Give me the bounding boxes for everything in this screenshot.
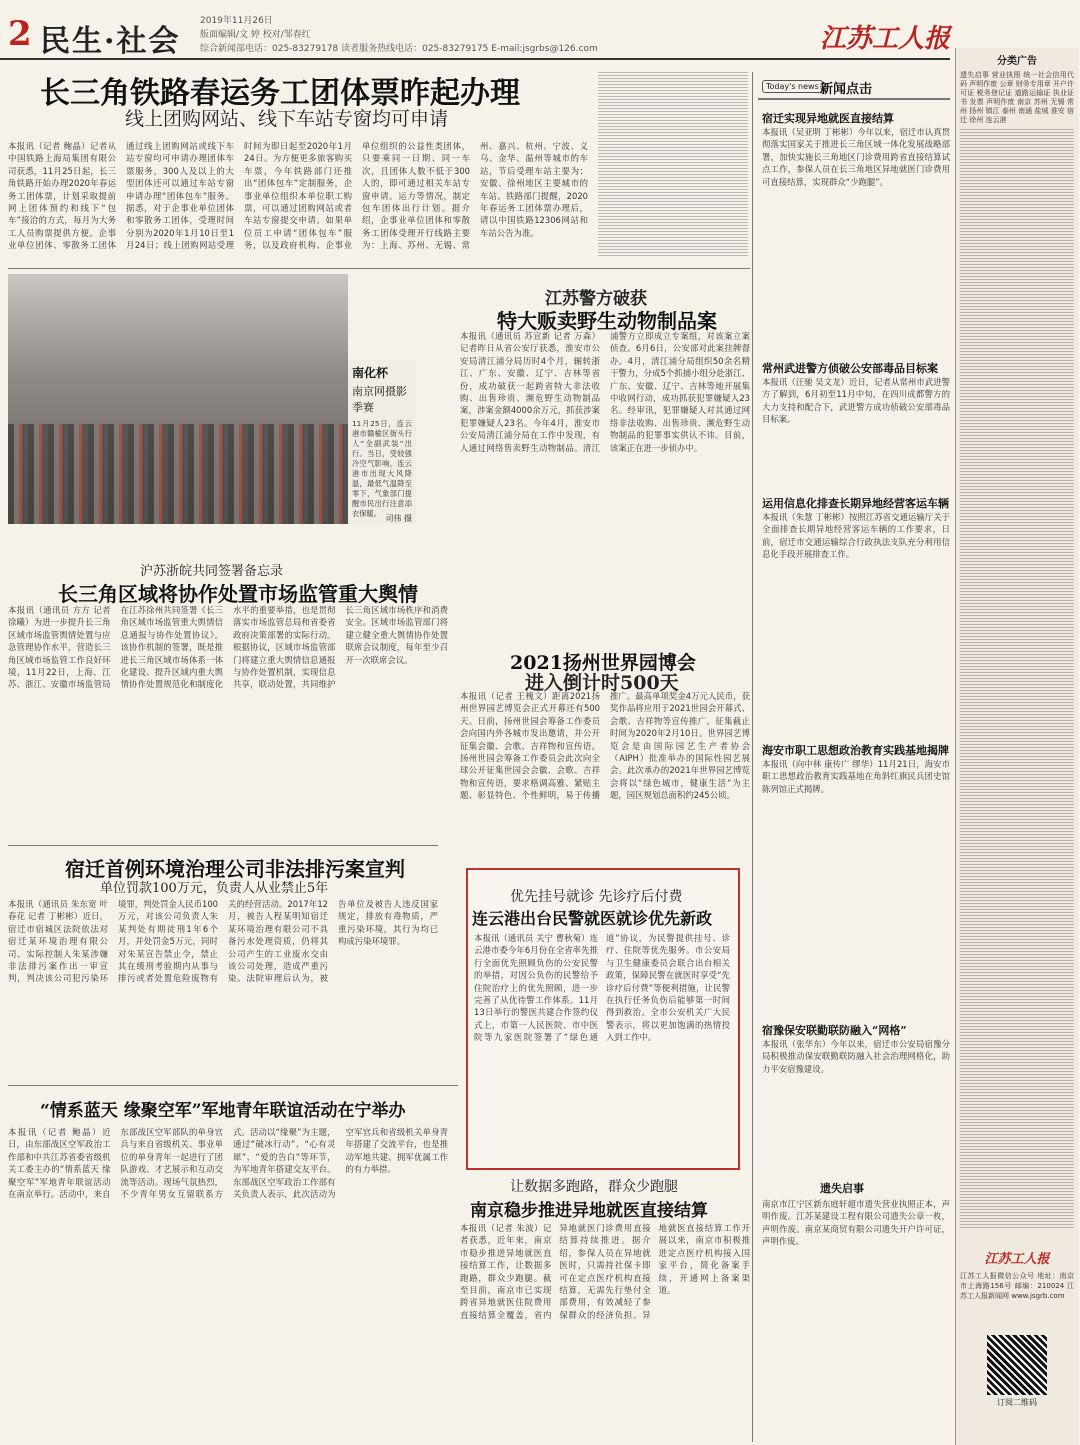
news-item-title: 宿迁实现异地就医直接结算 — [762, 112, 894, 125]
news-item-body: 本报讯（汪驰 吴文龙）近日，记者从常州市武进警方了解到，6月初至11月中旬，在四川成都警方的大力支持和配合下，武进警方成功侦破公安部毒品目标案。 — [762, 377, 950, 425]
sidebar-text: 遗失启事 营业执照 统一社会信用代码 声明作废 公章 财务专用章 开户许可证 税务登记证 道路运输证 执业证书 发票 声明作废 南京 苏州 无锡 常州 扬州 镇江 泰州 南通 盐城 淮安 宿迁 徐州 连云港 — [960, 71, 1074, 124]
article-1-body-cont — [598, 72, 748, 257]
sidebar-footer — [956, 1248, 1078, 1408]
footer-info: 江苏工人报微信公众号 地址：南京市上海路156号 邮编：210024 江苏工人报新闻网 www.jsgrb.com — [960, 1272, 1074, 1300]
photo-credit: 司伟 摄 — [385, 514, 412, 523]
footer-logo: 江苏工人报 — [984, 1252, 1050, 1267]
news-item-body: 本报讯（张华东）今年以来，宿迁市公安局宿豫分局积极推动保安联勤联防融入社会治理网格化，助力平安宿豫建设。 — [762, 1039, 950, 1074]
article-3-title: 长三角区域将协作处置市场监管重大舆情 — [58, 582, 418, 606]
article-1-subtitle: 线上团购网站、线下车站专窗均可申请 — [125, 108, 449, 130]
column-rule — [752, 72, 753, 1442]
qr-code[interactable] — [987, 1335, 1047, 1395]
divider — [8, 845, 438, 846]
todays-news-tag: Today's news — [762, 80, 823, 93]
divider — [758, 98, 950, 100]
sidebar-title: 分类广告 — [997, 56, 1037, 67]
masthead-meta — [200, 14, 598, 56]
editor-line: 版面编辑/文 婷 校对/邹春红 — [200, 30, 311, 40]
article-1-title: 长三角铁路春运务工团体票昨起办理 — [40, 76, 520, 111]
article-4-body: 本报讯（记者 王槐文）距离2021扬州世界园艺博览会正式开幕还有500天。日前，扬州世园会筹备工作委员会向国内外各城市发出邀请，并公开征集会徽、会歌、吉祥物和宣传语。扬州世园会筹备工作委员会此次向全球公开征集世园会会徽、会歌、吉祥物和宣传语，要求格调高雅、紧贴主题、彰显特色、个性鲜明，易于传播推广。最高单项奖金4万元人民币，获奖作品将应用于2021世园会开幕式、会歌、吉祥物等宣传推广。征集截止时间为2020年2月10日。世界园艺博览会是由国际园艺生产者协会（AIPH）批准举办的国际性园艺展会。此次承办的2021年世界园艺博览会将以“绿色城市，健康生活”为主题，园区规划总面积约245公顷。 — [460, 691, 750, 801]
qr-label: 订阅二维码 — [997, 1398, 1037, 1407]
classified-sidebar — [955, 48, 1078, 1445]
phone-line: 综合新闻部电话：025-83279178 读者服务热线电话：025-83279175 E-mail:jsgrbs@126.com — [200, 44, 598, 54]
article-2-title: 特大贩卖野生动物制品案 — [497, 309, 717, 333]
sidebar-classifieds — [960, 71, 1074, 1201]
article-4-title: 2021扬州世界园博会 — [510, 652, 696, 674]
news-item-2 — [762, 360, 950, 486]
news-item-body: 本报讯（向中林 康传广 缪华）11月21日，海安市职工思想政治教育实践基地在角斜红旗民兵团史馆陈列馆正式揭牌。 — [762, 759, 950, 794]
article-6-title: 连云港出台民警就医就诊优先新政 — [472, 909, 713, 928]
news-item-title: 常州武进警方侦破公安部毒品目标案 — [762, 362, 938, 375]
photo-contest-subtitle: 南京网摄影季赛 — [352, 385, 407, 414]
news-item-3 — [762, 495, 950, 711]
news-item-title: 宿豫保安联勤联防融入“网格” — [762, 1024, 907, 1037]
notices-title: 遗失启事 — [820, 1182, 864, 1195]
notices-body: 南京市江宁区新东庭轩超市遗失营业执照正本，声明作废。江苏某建设工程有限公司遗失公章一枚，声明作废。南京某商贸有限公司遗失开户许可证，声明作废。 — [762, 1199, 950, 1247]
sidebar-fill — [960, 129, 1074, 1229]
article-4-subtitle: 进入倒计时500天 — [525, 672, 679, 694]
article-8-body: 本报讯（记者 朱波）记者获悉，近年来，南京市稳步推进异地就医直接结算工作，让数据多跑路，群众少跑腿。截至目前，南京市已实现跨省异地就医住院费用直接结算全覆盖，省内异地就医门诊费用直接结算持续推进。据介绍，参保人员在异地就医时，只需持社保卡即可在定点医疗机构直接结算，无需先行垫付全部费用，有效减轻了参保群众的经济负担。异地就医直接结算工作开展以来，南京市积极推进定点医疗机构接入国家平台，简化备案手续，开通网上备案渠道。 — [460, 1223, 750, 1320]
divider — [8, 1085, 458, 1086]
article-7-body: 本报讯（记者 鲍晶）近日，由东部战区空军政治工作部和中共江苏省委省级机关工委主办的“情系蓝天 缘聚空军”军地青年联谊活动在南京举行。活动中，来自东部战区空军部队的单身官兵与来自省级机关、事业单位的单身青年一起进行了团队游戏、才艺展示和互动交流等活动。现场气氛热烈，不少青年男女互留联系方式。活动以“缘聚”为主题，通过“破冰行动”、“心有灵犀”、“爱的告白”等环节，为军地青年搭建交友平台。东部战区空军政治工作部有关负责人表示，此次活动为空军官兵和省级机关单身青年搭建了交流平台，也是推动军地共建、拥军优属工作的有力举措。 — [8, 1127, 448, 1200]
divider — [8, 268, 750, 269]
news-item-1 — [762, 110, 950, 341]
article-3-kicker: 沪苏浙皖共同签署备忘录 — [140, 564, 284, 579]
news-panel-title: 新闻点击 — [820, 82, 873, 97]
section-title: 民生·社会 — [40, 24, 181, 59]
featured-article-box — [466, 868, 740, 1170]
article-2-body: 本报讯（通讯员 苏宣新 记者 万森）记者昨日从省公安厅获悉，淮安市公安局清江浦分局历时4个月，辗转浙江、广东、安徽、辽宁、吉林等省份，成功破获一起跨省特大非法收购、出售珍贵、濒危野生动物制品案，涉案金额4000余万元，抓获涉案犯罪嫌疑人23名。今年4月，淮安市公安局清江浦分局在工作中发现，有人通过网络售卖野生动物制品。清江浦警方立即成立专案组，对该案立案侦查。6月6日，公安部对此案挂牌督办。4月，清江浦分局组织50余名精干警力，分成5个抓捕小组分赴浙江、广东、安徽、辽宁、吉林等地开展集中收网行动，成功抓获犯罪嫌疑人23名。经审讯，犯罪嫌疑人对其通过网络非法收购、出售珍贵、濒危野生动物制品的犯罪事实供认不讳。目前，该案正在进一步侦办中。 — [460, 331, 750, 453]
article-5-body: 本报讯（通讯员 朱东宽 叶春花 记者 丁彬彬）近日，宿迁市宿城区法院依法对宿迁某环境治理有限公司、实际控制人朱某涉嫌非法排污案作出一审宣判，判决该公司犯污染环境罪，判处罚金人民币100万元，对该公司负责人朱某判处有期徒刑1年6个月，并处罚金5万元，同时对朱某宣告禁止令，禁止其在缓刑考验期内从事与排污或者处置危险废物有关的经营活动。2017年12月，被告人程某明知宿迁某环境治理有限公司不具备污水处理资质，仍将其公司产生的工业废水交由该公司处理，造成严重污染。法院审理后认为，被告单位及被告人违反国家规定，排放有毒物质，严重污染环境，其行为均已构成污染环境罪。 — [8, 899, 438, 984]
article-5-title: 宿迁首例环境治理公司非法排污案宣判 — [65, 857, 405, 881]
article-5-subtitle: 单位罚款100万元，负责人从业禁止5年 — [100, 881, 329, 896]
article-8-kicker: 让数据多跑路，群众少跑腿 — [510, 1179, 678, 1195]
news-item-4 — [762, 742, 950, 998]
news-item-5 — [762, 1022, 950, 1158]
photo-contest-title: 南化杯 — [352, 366, 389, 380]
news-photo — [8, 274, 348, 524]
news-item-title: 海安市职工思想政治教育实践基地揭牌 — [762, 744, 949, 757]
news-item-body: 本报讯（吴亚明 丁彬彬）今年以来，宿迁市认真贯彻落实国家关于推进长三角区域一体化发展战略部署，加快实施长三角地区门诊费用跨省直接结算试点工作，参保人员在长三角地区异地就医门诊费用可直接结算，实现群众“少跑腿”。 — [762, 127, 950, 187]
news-item-body: 本报讯（朱慧 丁彬彬）按照江苏省交通运输厅关于全面排查长期异地经营客运车辆的工作要求，日前，宿迁市交通运输综合行政执法支队充分利用信息化手段开展排查工作。 — [762, 512, 950, 560]
article-6-kicker: 优先挂号就诊 先诊疗后付费 — [510, 889, 683, 905]
article-3-body: 本报讯（通讯员 方方 记者 徐曦）为进一步提升长三角区域市场监管舆情处置与应急管理协作水平，营造长三角区域市场监管工作良好环境，11月22日，上海、江苏、浙江、安徽市场监管局在江苏徐州共同签署《长三角区域市场监管重大舆情信息通报与协作处置协议》。该协作机制的签署，既是推进长三角区域市场体系一体化建设、提升区域内重大舆情协作处置规范化和制度化水平的重要举措，也是贯彻落实市场监管总局和省委省政府决策部署的实际行动。根据协议，区域市场监管部门将建立重大舆情信息通报与协作处置机制，实现信息共享，联动处置，共同维护长三角区域市场秩序和消费安全。区域市场监管部门将建立健全重大舆情协作处置联席会议制度，每年至少召开一次联席会议。 — [8, 605, 448, 690]
photo-caption: 11月25日，连云港市赣榆区街头行人“全副武装”出行。当日，受较强冷空气影响，连云港市出现大风降温，最低气温降至零下，气象部门提醒市民出行注意添衣保暖。 — [352, 419, 412, 518]
article-2-kicker: 江苏警方破获 — [545, 289, 647, 309]
issue-date: 2019年11月26日 — [200, 16, 273, 26]
article-6-body: 本报讯（通讯员 关宁 曹秋菊）连云港市委今年6月份在全省率先推行全面优先照顾负伤的公安民警的举措，对因公负伤的民警给予住院治疗上的优先照顾，进一步完善了从优待警工作体系。11月13日举行的警医共建合作签约仪式上，市第一人民医院、市中医院等九家医院签署了“绿色通道”协议，为民警提供挂号、诊疗、住院等优先服务。市公安局与卫生健康委员会联合出台相关政策，保障民警在就医时享受“先诊疗后付费”等便利措施，让民警在执行任务负伤后能够第一时间得到救治。全市公安机关广大民警表示，将以更加饱满的热情投入到工作中。 — [474, 933, 730, 1043]
photo-caption-box — [348, 360, 416, 524]
news-item-title: 运用信息化排查长期异地经营客运车辆 — [762, 497, 949, 510]
article-8-title: 南京稳步推进异地就医直接结算 — [470, 1201, 708, 1221]
article-1-body: 本报讯（记者 鲍晶）记者从中国铁路上海局集团有限公司获悉，11月25日起，长三角铁路开始办理2020年春运务工团体票，计划采取提前网上团体预约和线下“包车”接洽的方式，每月为大务工人员购票提供方便。企事业单位团体、零散务工团体通过线上团购网站或线下车站专窗均可申请办理团体车票服务，300人及以上的大型团体还可以通过车站专窗申请办理“团体包车”服务。据悉，对于企事业单位团体和零散务工团体，受理时间分别为2020年1月10日至1月24日；线上团购网站受理时间为即日起至2020年1月24日。为方便更多旅客购买车票，今年铁路部门还推出“团体包车”定制服务，企事业单位组织本单位职工购票，可以通过团购网站或者车站专窗提交申请。如果单位员工申请“团体包车”服务，以及政府机构、企事业单位组织的公益性类团体，只要乘同一日期、同一车次，且团体人数不低于300人的，即可通过相关车站专窗申请。运力等情况，制定包车团体出行计划。据介绍，企事业单位团体和零散务工团体受理开行线路主要为：上海、苏州、无锡、常州、嘉兴、杭州、宁波、义乌、金华、温州等城市的车站，节后受理车站主要为：安徽、徐州地区主要城市的车站。铁路部门提醒，2020年春运务工团体票办理后，请以中国铁路12306网站和车站公告为准。 — [8, 141, 588, 251]
article-7-title: “情系蓝天 缘聚空军”军地青年联谊活动在宁举办 — [40, 1101, 406, 1121]
newspaper-logo: 江苏工人报 — [820, 24, 951, 54]
page-number: 2 — [8, 14, 32, 54]
